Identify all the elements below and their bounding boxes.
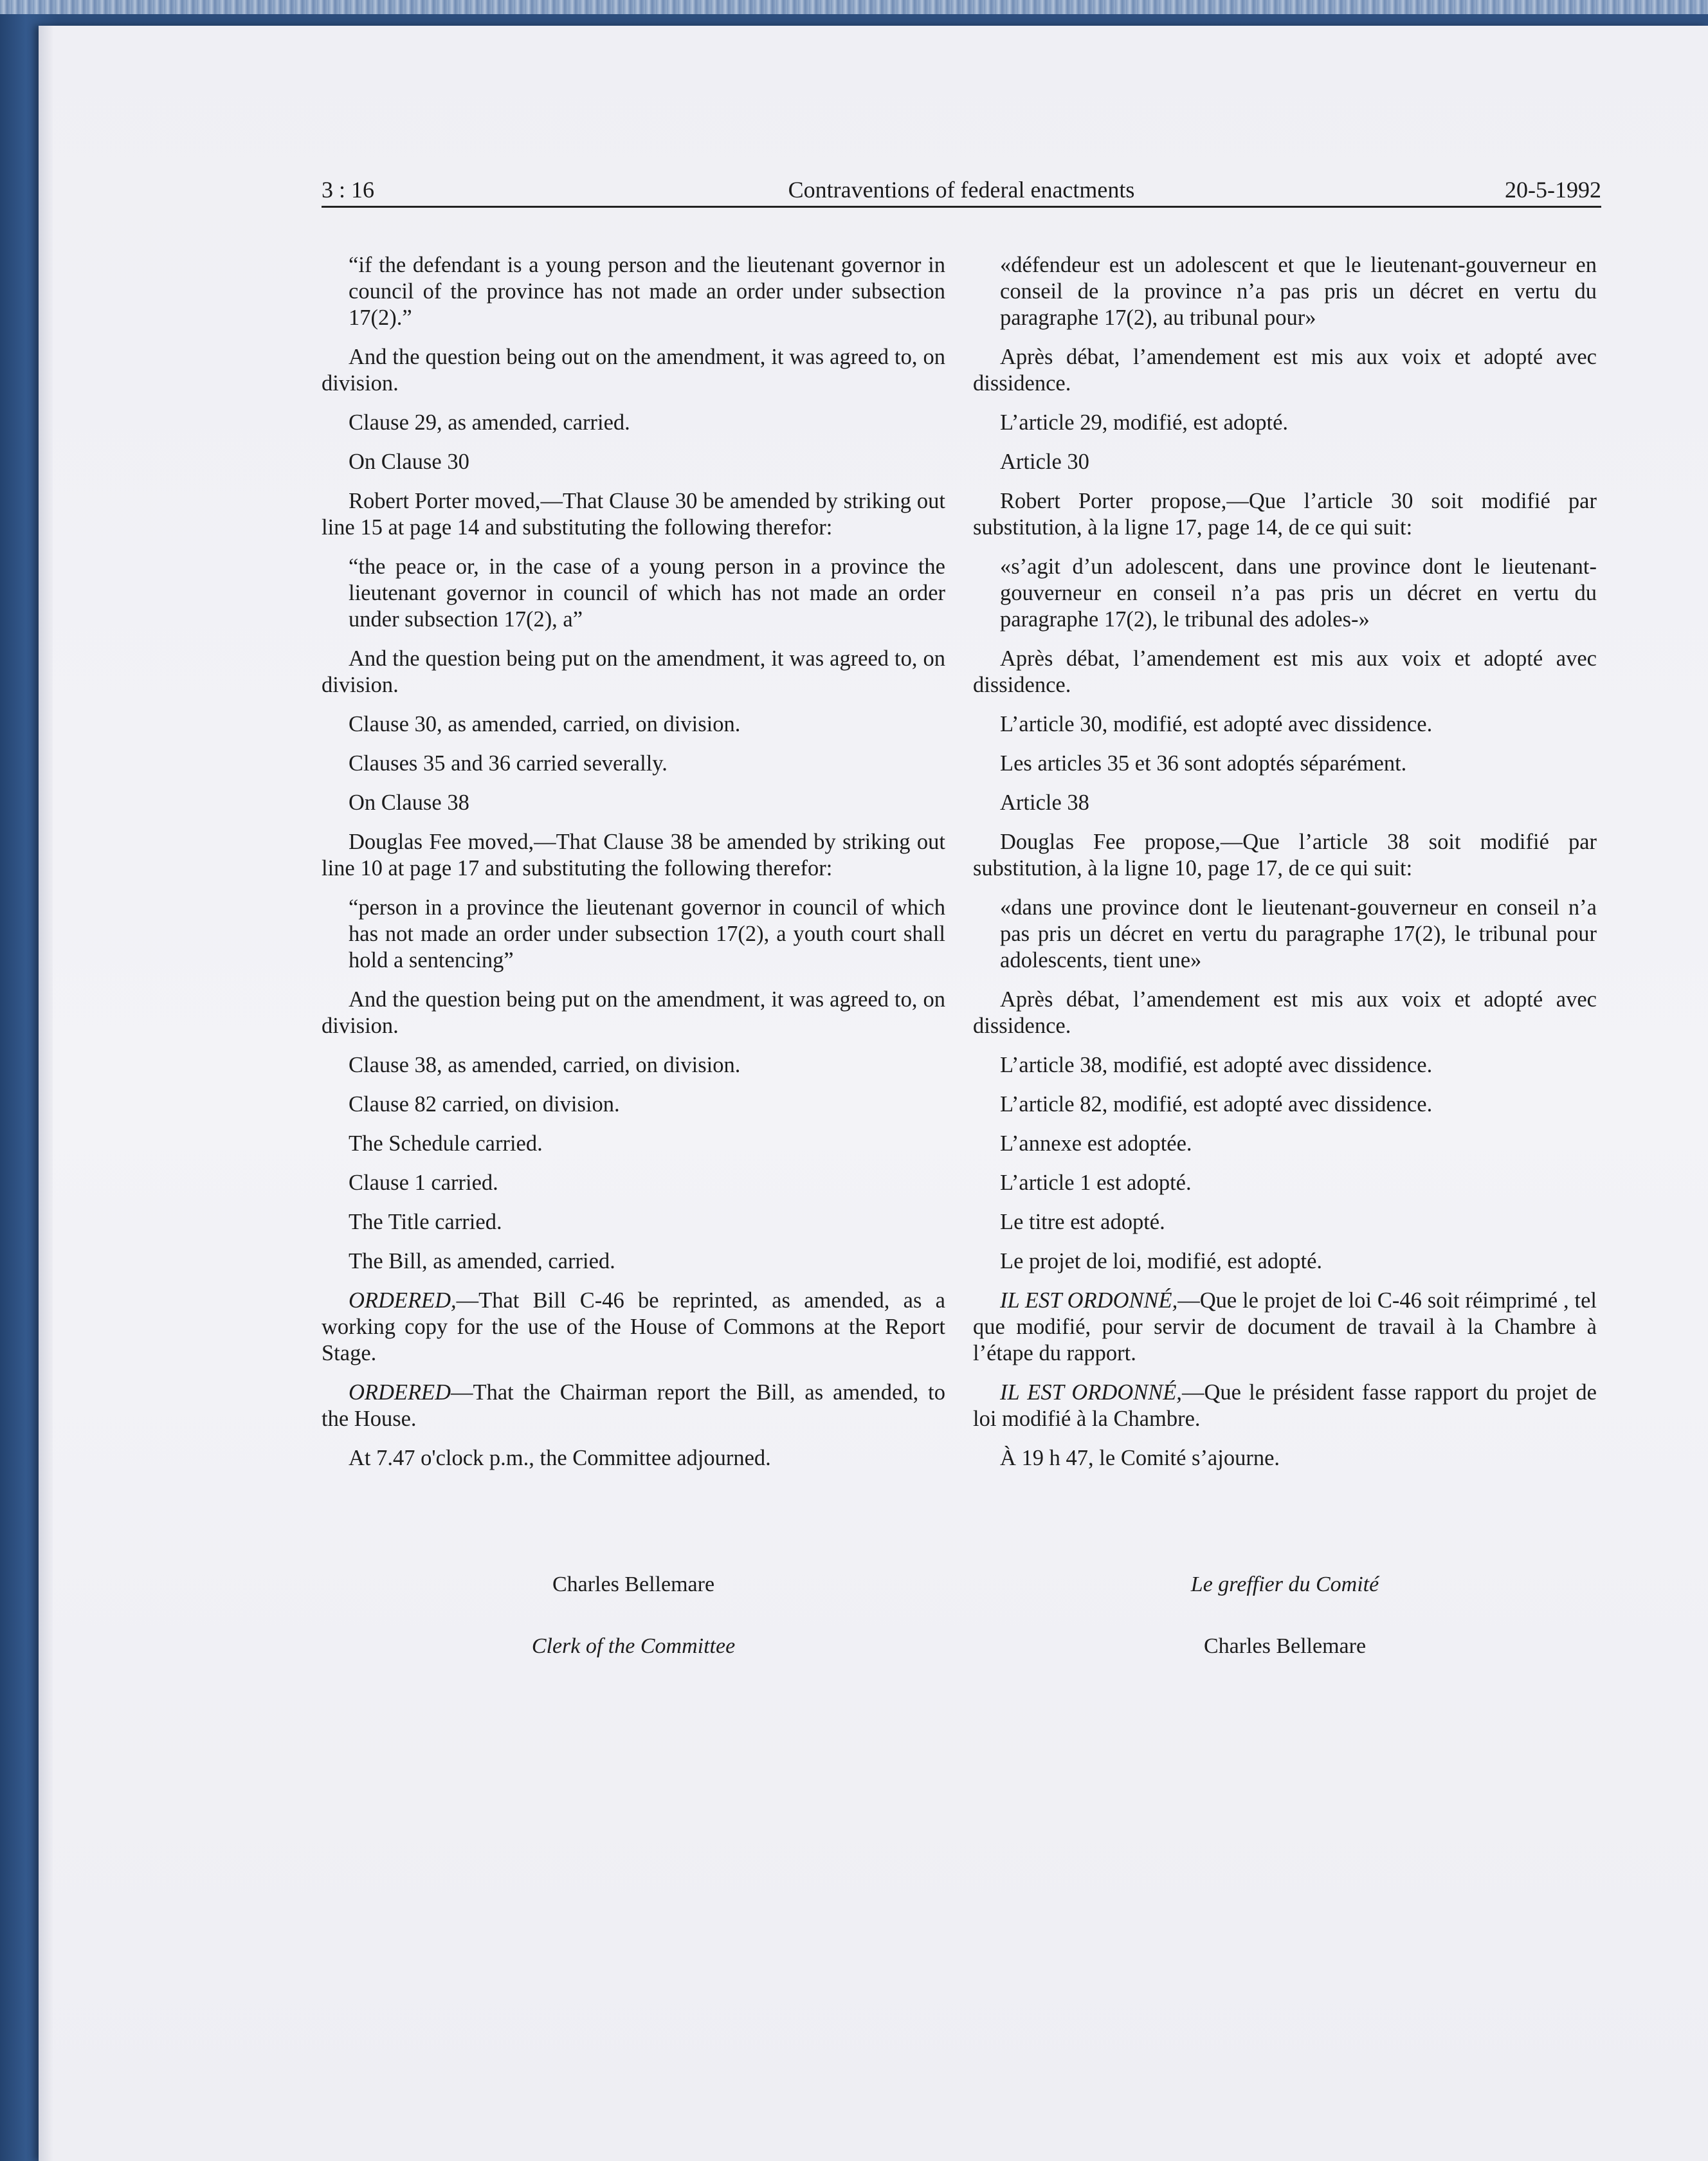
running-header [322, 176, 1601, 208]
proceeding-line: L’article 30, modifié, est adopté avec dissidence. [1000, 712, 1433, 736]
quoted-amendment-text: “person in a province the lieutenant governor in council of which has not made an order under subsection 17(2), a youth court shall hold a sentencing” [349, 895, 945, 972]
proceeding-line: Article 30 [1000, 450, 1089, 474]
quoted-amendment-text: “the peace or, in the case of a young person in a province the lieutenant governor in council of which has not made an order under subsection 17(2), a” [349, 554, 945, 632]
proceeding-line: On Clause 30 [349, 450, 469, 474]
order-lead: IL EST ORDONNÉ, [1000, 1288, 1178, 1313]
order-paragraph [973, 1380, 1597, 1432]
proceeding-paragraph: Robert Porter moved,—That Clause 30 be amended by striking out line 15 at page 14 and substituting the following therefor: [322, 489, 945, 540]
proceeding-line: Les articles 35 et 36 sont adoptés séparément. [1000, 751, 1407, 776]
proceeding-line: Clause 29, as amended, carried. [349, 410, 630, 435]
clerk-title-fr: Le greffier du Comité [1190, 1573, 1379, 1596]
proceeding-paragraph: Douglas Fee propose,—Que l’article 38 soit modifié par substitution, à la ligne 10, page 17, de ce qui suit: [973, 830, 1597, 880]
proceeding-line: L’article 38, modifié, est adopté avec dissidence. [1000, 1053, 1433, 1077]
proceeding-line: The Bill, as amended, carried. [349, 1249, 615, 1273]
order-text: —Que le président fasse rapport du projet de loi modifié à la Chambre. [973, 1380, 1597, 1431]
quoted-amendment-text: «défendeur est un adolescent et que le lieutenant-gouverneur en conseil de la province n’a pas pris un décret en vertu du paragraphe 17(2), au tribunal pour» [1000, 253, 1597, 330]
order-lead: ORDERED, [349, 1288, 457, 1313]
english-column [322, 252, 945, 1484]
page-number: 3 : 16 [322, 177, 375, 203]
proceeding-paragraph: Après débat, l’amendement est mis aux voix et adopté avec dissidence. [973, 987, 1597, 1038]
proceeding-line: Article 38 [1000, 790, 1089, 815]
quoted-amendment-text: «s’agit d’un adolescent, dans une province dont le lieutenant-gouverneur en conseil n’a pas pris un décret en vertu du paragraphe 17(2), le tribunal des adoles-» [1000, 554, 1597, 632]
proceeding-line: À 19 h 47, le Comité s’ajourne. [1000, 1446, 1280, 1470]
page-title: Contraventions of federal enactments [788, 177, 1135, 203]
clerk-title: Clerk of the Committee [531, 1634, 736, 1658]
proceeding-line: L’article 82, modifié, est adopté avec dissidence. [1000, 1092, 1433, 1117]
order-lead: IL EST ORDONNÉ, [1000, 1380, 1182, 1405]
proceeding-line: Le projet de loi, modifié, est adopté. [1000, 1249, 1323, 1273]
scanner-edge-strip [0, 0, 1708, 14]
proceeding-paragraph: Douglas Fee moved,—That Clause 38 be amended by striking out line 10 at page 17 and substituting the following therefor: [322, 830, 945, 880]
proceeding-line: L’article 29, modifié, est adopté. [1000, 410, 1289, 435]
french-column [973, 252, 1597, 1484]
proceeding-paragraph: And the question being put on the amendment, it was agreed to, on division. [322, 646, 945, 697]
proceeding-line: Le titre est adopté. [1000, 1210, 1165, 1234]
proceeding-line: On Clause 38 [349, 790, 469, 815]
proceeding-line: Clause 82 carried, on division. [349, 1092, 620, 1117]
order-text: —Que le projet de loi C-46 soit réimprimé , tel que modifié, pour servir de document de travail à la Chambre à l’étape du rapport. [973, 1288, 1597, 1365]
clerk-name: Charles Bellemare [552, 1573, 715, 1596]
proceeding-paragraph: Après débat, l’amendement est mis aux voix et adopté avec dissidence. [973, 345, 1597, 396]
page-date: 20-5-1992 [1505, 177, 1601, 203]
proceeding-paragraph: Après débat, l’amendement est mis aux voix et adopté avec dissidence. [973, 646, 1597, 697]
quoted-amendment-text: «dans une province dont le lieutenant-gouverneur en conseil n’a pas pris un décret en vertu du paragraphe 17(2), le tribunal pour adolescents, tient une» [1000, 895, 1597, 972]
order-paragraph [973, 1288, 1597, 1367]
proceeding-paragraph: And the question being put on the amendment, it was agreed to, on division. [322, 987, 945, 1038]
proceeding-line: The Schedule carried. [349, 1131, 543, 1156]
proceeding-line: At 7.47 o'clock p.m., the Committee adjourned. [349, 1446, 771, 1470]
order-paragraph [322, 1288, 945, 1367]
proceeding-paragraph: Robert Porter propose,—Que l’article 30 soit modifié par substitution, à la ligne 17, page 14, de ce qui suit: [973, 489, 1597, 540]
french-signature-block [973, 1569, 1597, 1693]
proceeding-line: Clause 38, as amended, carried, on division. [349, 1053, 741, 1077]
clerk-name-fr: Charles Bellemare [1203, 1634, 1367, 1658]
english-signature-block [322, 1569, 945, 1693]
quoted-amendment-text: “if the defendant is a young person and the lieutenant governor in council of the province has not made an order under subsection 17(2).” [349, 253, 945, 330]
proceeding-line: Clause 30, as amended, carried, on division. [349, 712, 741, 736]
order-text: —That the Chairman report the Bill, as amended, to the House. [322, 1380, 945, 1431]
proceeding-line: Clauses 35 and 36 carried severally. [349, 751, 668, 776]
proceeding-line: The Title carried. [349, 1210, 502, 1234]
proceeding-line: L’annexe est adoptée. [1000, 1131, 1192, 1156]
proceeding-paragraph: And the question being out on the amendment, it was agreed to, on division. [322, 345, 945, 396]
order-lead: ORDERED [349, 1380, 451, 1405]
proceeding-line: L’article 1 est adopté. [1000, 1171, 1192, 1195]
order-paragraph [322, 1380, 945, 1432]
proceeding-line: Clause 1 carried. [349, 1171, 498, 1195]
order-text: —That Bill C-46 be reprinted, as amended, as a working copy for the use of the House of Commons at the Report Stage. [322, 1288, 945, 1365]
